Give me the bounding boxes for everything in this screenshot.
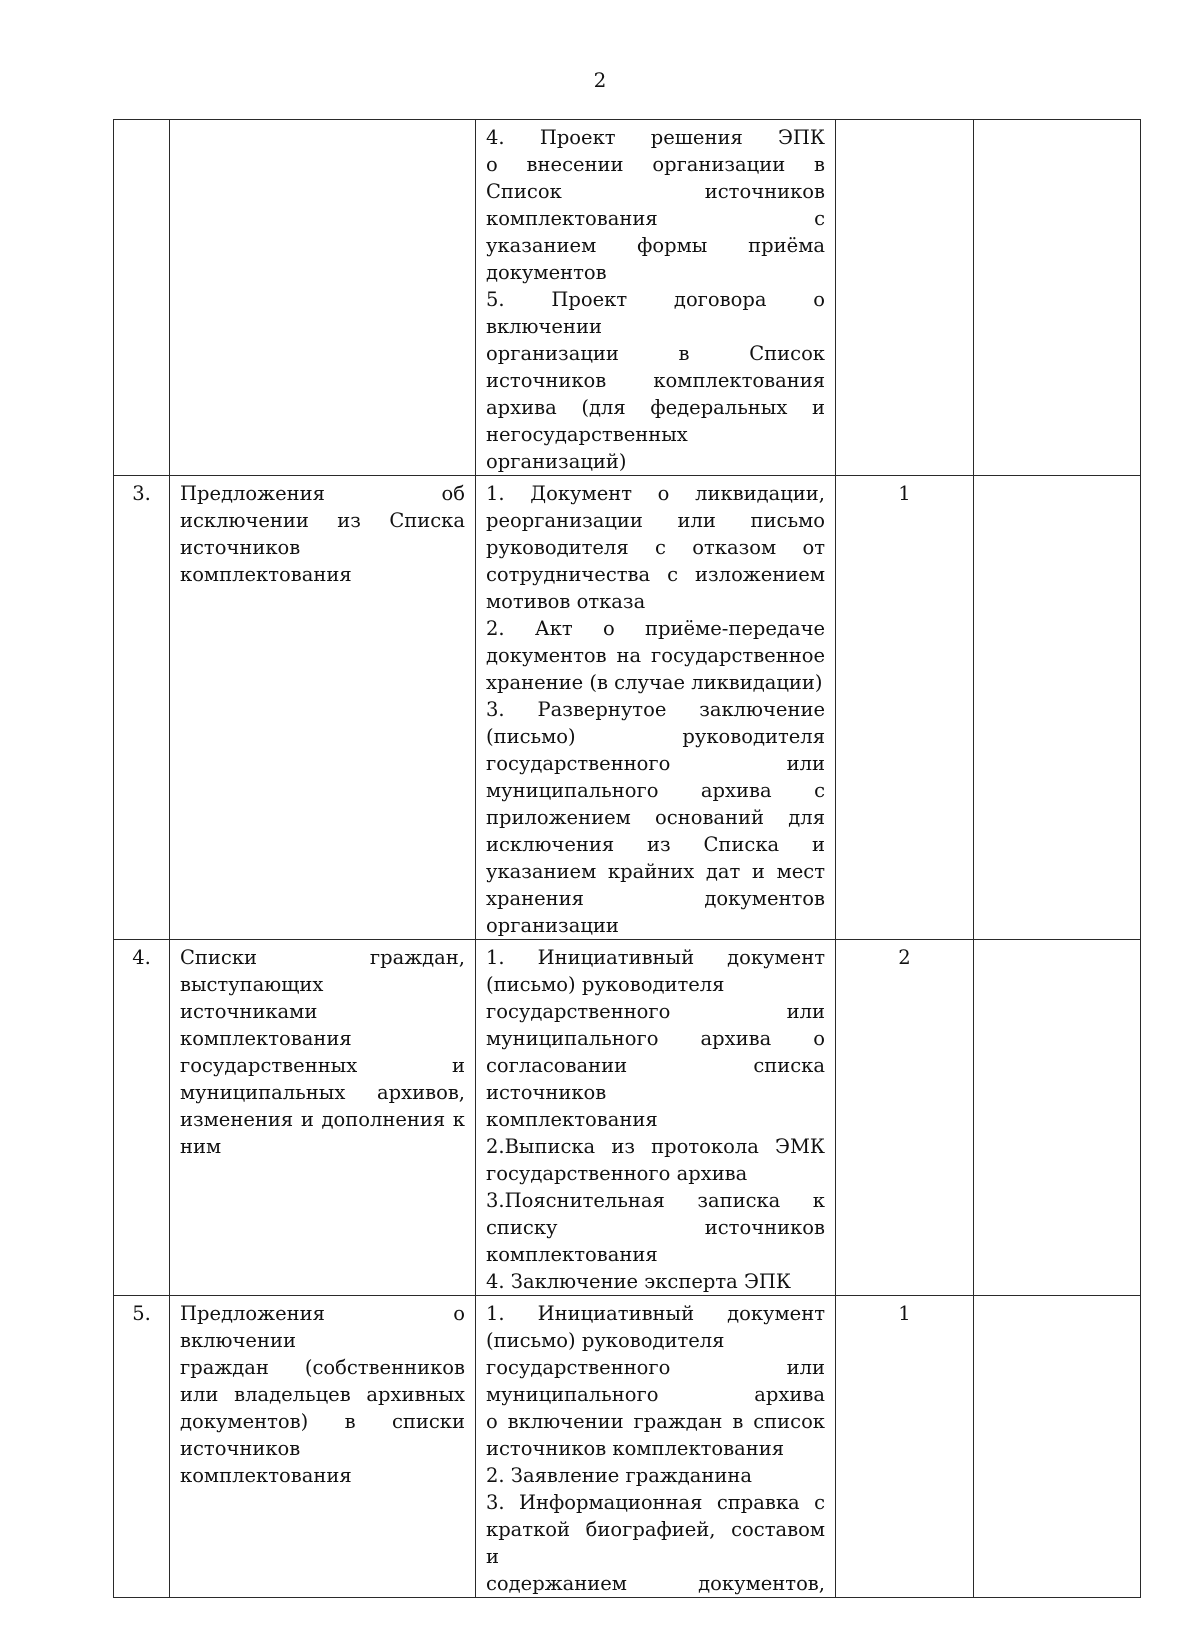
row-number-cell: 3.	[114, 476, 170, 940]
text-line: Предложения о включении	[180, 1302, 465, 1352]
table-row	[114, 120, 1141, 476]
text-line: источников комплектования	[486, 1437, 785, 1460]
text-line: или владельцев архивных	[180, 1383, 465, 1406]
notes-cell	[974, 476, 1141, 940]
text-line: изменения и дополнения к	[180, 1108, 465, 1131]
text-line: краткой биографией, составом и	[486, 1518, 825, 1568]
text-line: Списки граждан,	[180, 946, 465, 969]
text-line: архива (для федеральных и	[486, 396, 825, 419]
text-line: указанием формы приёма	[486, 234, 825, 257]
text-line: 5. Проект договора о включении	[486, 288, 825, 338]
documents-cell	[476, 120, 836, 476]
text-line: 1. Инициативный документ	[486, 946, 825, 969]
text-line: государственного или	[486, 752, 825, 775]
text-line: 2. Заявление гражданина	[486, 1464, 753, 1487]
text-line: источников	[180, 536, 301, 559]
row-number-cell: 4.	[114, 940, 170, 1296]
text-line: документов) в списки	[180, 1410, 465, 1433]
text-line: 2. Акт о приёме-передаче	[486, 617, 825, 640]
text-line: организации в Список	[486, 342, 825, 365]
text-line: комплектования с	[486, 207, 825, 230]
text-line: выступающих источниками	[180, 973, 324, 1023]
text-line: негосударственных организаций)	[486, 423, 688, 473]
quantity-cell: 1	[836, 476, 974, 940]
text-line: (письмо) руководителя	[486, 973, 725, 996]
text-line: 1. Инициативный документ	[486, 1302, 825, 1325]
text-line: организации	[486, 914, 619, 937]
quantity-cell: 2	[836, 940, 974, 1296]
text-line: комплектования	[486, 1108, 658, 1131]
text-line: хранение (в случае ликвидации)	[486, 671, 823, 694]
quantity-cell	[836, 120, 974, 476]
text-line: (письмо) руководителя	[486, 1329, 725, 1352]
text-line: сотрудничества с изложением	[486, 563, 825, 586]
text-line: государственного или	[486, 1000, 825, 1023]
text-line: источников	[180, 1437, 301, 1460]
text-line: руководителя с отказом от	[486, 536, 825, 559]
text-line: Список источников	[486, 180, 825, 203]
notes-cell	[974, 940, 1141, 1296]
text-line: мотивов отказа	[486, 590, 646, 613]
text-line: приложением оснований для	[486, 806, 825, 829]
text-line: комплектования	[180, 1464, 352, 1487]
subject-cell	[170, 120, 476, 476]
table-row	[114, 940, 1141, 1296]
text-line: документов	[486, 261, 607, 284]
text-line: 3. Развернутое заключение	[486, 698, 825, 721]
text-line: 4. Заключение эксперта ЭПК	[486, 1270, 791, 1293]
text-line: указанием крайних дат и мест	[486, 860, 825, 883]
text-line: 3.Пояснительная записка к	[486, 1189, 825, 1212]
text-line: о включении граждан в список	[486, 1410, 825, 1433]
text-line: муниципального архива	[486, 1383, 825, 1406]
subject-cell	[170, 940, 476, 1296]
text-line: списку источников	[486, 1216, 825, 1239]
text-line: ним	[180, 1135, 222, 1158]
text-line: муниципального архива о	[486, 1027, 825, 1050]
text-line: граждан (собственников	[180, 1356, 465, 1379]
text-line: государственных и	[180, 1054, 465, 1077]
row-number-cell	[114, 120, 170, 476]
subject-cell	[170, 1296, 476, 1598]
text-line: комплектования	[180, 1027, 352, 1050]
text-line: комплектования	[180, 563, 352, 586]
table-row	[114, 1296, 1141, 1598]
documents-cell	[476, 940, 836, 1296]
text-line: источников комплектования	[486, 369, 825, 392]
text-line: 4. Проект решения ЭПК	[486, 126, 825, 149]
text-line: документов на государственное	[486, 644, 825, 667]
text-line: муниципальных архивов,	[180, 1081, 465, 1104]
page-number: 2	[593, 68, 607, 92]
text-line: о внесении организации в	[486, 153, 825, 176]
text-line: муниципального архива с	[486, 779, 825, 802]
text-line: исключении из Списка	[180, 509, 465, 532]
documents-table	[113, 119, 1141, 1598]
text-line: 2.Выписка из протокола ЭМК	[486, 1135, 825, 1158]
notes-cell	[974, 120, 1141, 476]
text-line: согласовании списка источников	[486, 1054, 825, 1104]
text-line: 1. Документ о ликвидации,	[486, 482, 825, 505]
text-line: комплектования	[486, 1243, 658, 1266]
text-line: реорганизации или письмо	[486, 509, 825, 532]
documents-cell	[476, 476, 836, 940]
text-line: содержанием документов,	[486, 1572, 825, 1595]
text-line: 3. Информационная справка с	[486, 1491, 825, 1514]
quantity-cell: 1	[836, 1296, 974, 1598]
text-line: Предложения об	[180, 482, 465, 505]
text-line: государственного архива	[486, 1162, 748, 1185]
text-line: государственного или	[486, 1356, 825, 1379]
documents-cell	[476, 1296, 836, 1598]
text-line: (письмо) руководителя	[486, 725, 825, 748]
text-line: хранения документов	[486, 887, 825, 910]
row-number-cell: 5.	[114, 1296, 170, 1598]
table-row	[114, 476, 1141, 940]
subject-cell	[170, 476, 476, 940]
text-line: исключения из Списка и	[486, 833, 825, 856]
notes-cell	[974, 1296, 1141, 1598]
